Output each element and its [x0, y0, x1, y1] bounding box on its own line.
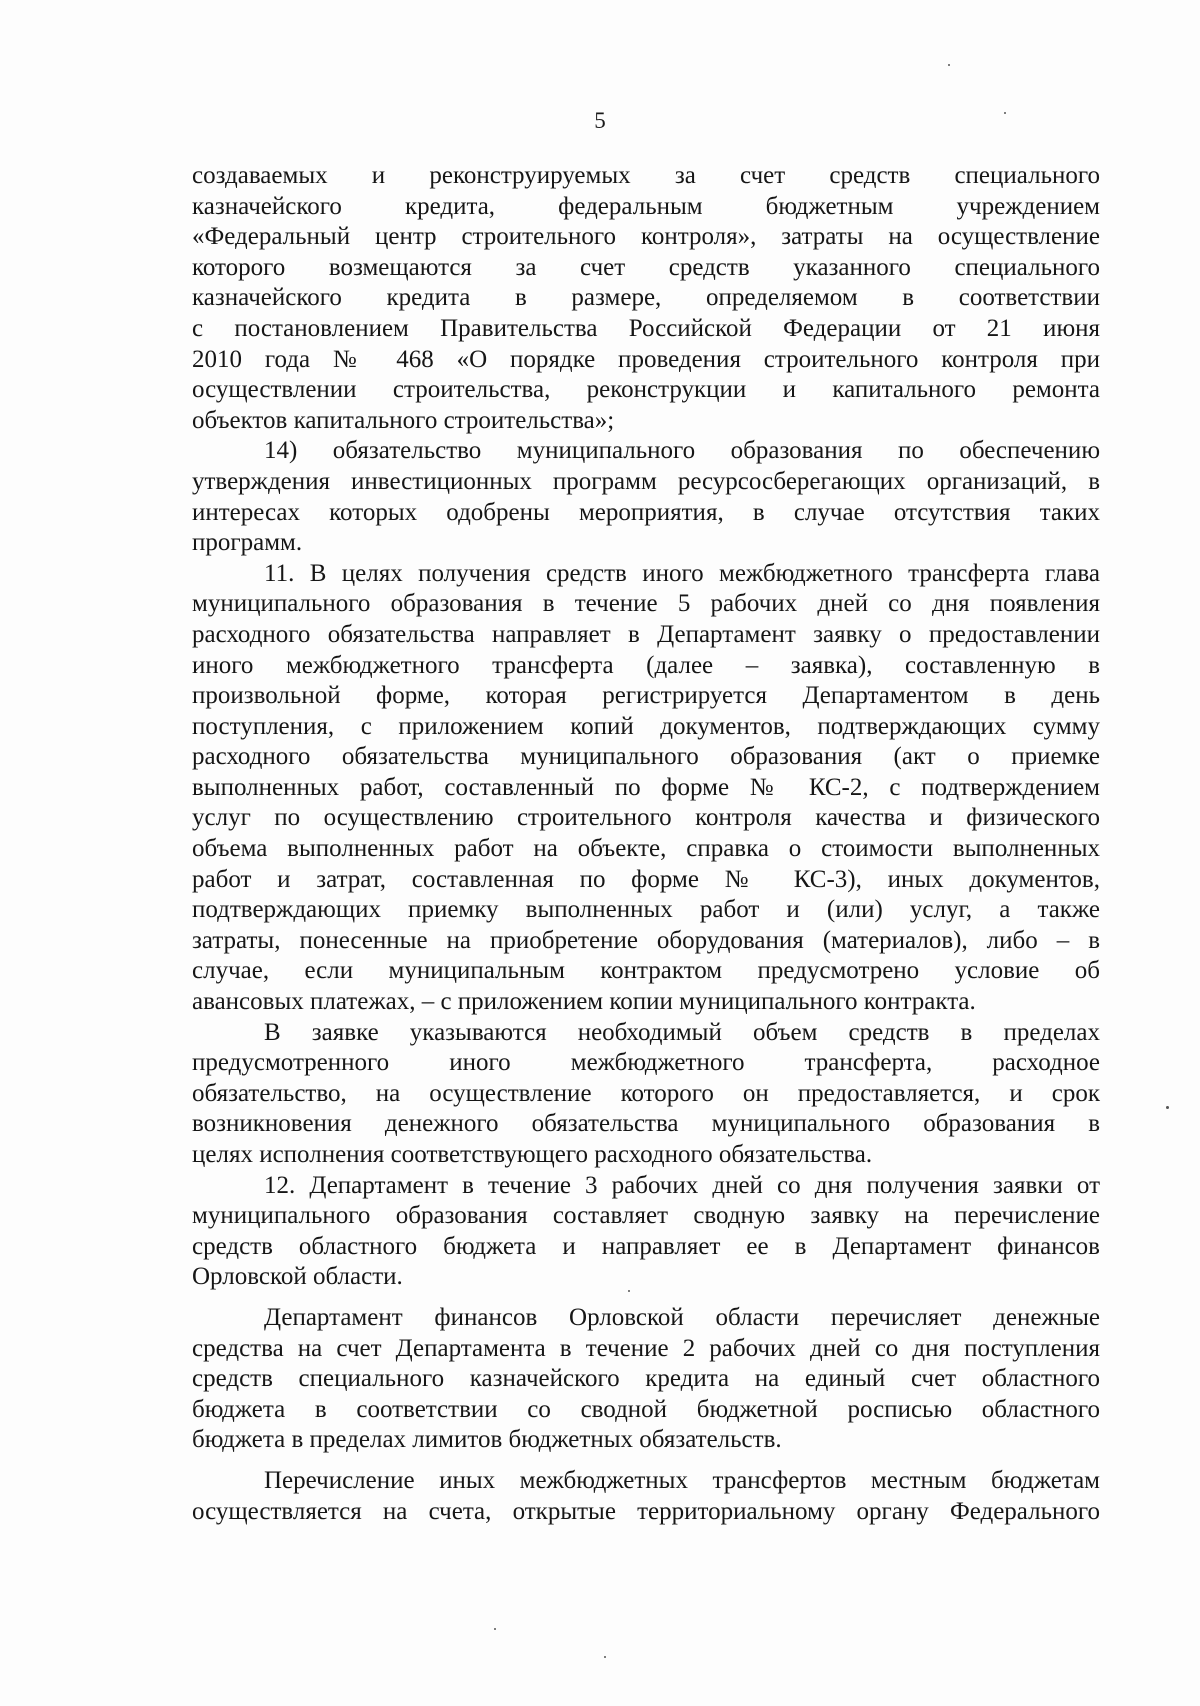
text-line: интересах которых одобрены мероприятия, в случае отсутствия таких: [192, 498, 1100, 526]
scan-speck: [948, 64, 950, 66]
scan-speck: [604, 1656, 606, 1658]
text-line: осуществляется на счета, открытые территориальному органу Федерального: [192, 1497, 1100, 1525]
text-line: произвольной форме, которая регистрируется Департаментом в день: [192, 682, 1100, 710]
text-line: объема выполненных работ на объекте, справка о стоимости выполненных: [192, 835, 1100, 863]
text-line: 2010 года № 468 «О порядке проведения строительного контроля при: [192, 345, 1100, 373]
text-line: Перечисление иных межбюджетных трансфертов местным бюджетам: [264, 1466, 1100, 1494]
page-number: 5: [594, 108, 606, 133]
text-line: иного межбюджетного трансферта (далее – заявка), составленную в: [192, 651, 1100, 679]
text-line: возникновения денежного обязательства муниципального образования в: [192, 1110, 1100, 1138]
text-line: осуществлении строительства, реконструкции и капитального ремонта: [192, 376, 1100, 404]
text-line: авансовых платежах, – с приложением копии муниципального контракта.: [192, 988, 976, 1016]
text-line: объектов капитального строительства»;: [192, 406, 615, 434]
text-line: затраты, понесенные на приобретение оборудования (материалов), либо – в: [192, 926, 1100, 954]
text-line: средств специального казначейского кредита на единый счет областного: [192, 1365, 1100, 1393]
text-line: подтверждающих приемку выполненных работ и (или) услуг, а также: [192, 896, 1100, 924]
text-line: обязательство, на осуществление которого он предоставляется, и срок: [192, 1079, 1100, 1107]
text-line: расходного обязательства направляет в Департамент заявку о предоставлении: [192, 620, 1100, 648]
text-line: Департамент финансов Орловской области перечисляет денежные: [264, 1303, 1100, 1331]
text-line: утверждения инвестиционных программ ресурсосберегающих организаций, в: [192, 467, 1100, 495]
text-line: муниципального образования в течение 5 рабочих дней со дня появления: [192, 590, 1100, 618]
text-line: казначейского кредита, федеральным бюджетным учреждением: [192, 192, 1100, 220]
text-line: средства на счет Департамента в течение 2 рабочих дней со дня поступления: [192, 1334, 1100, 1362]
text-line: «Федеральный центр строительного контроля», затраты на осуществление: [192, 223, 1100, 251]
text-line: бюджета в пределах лимитов бюджетных обязательств.: [192, 1426, 782, 1454]
text-line: работ и затрат, составленная по форме № КС-3), иных документов,: [192, 865, 1100, 893]
text-line: создаваемых и реконструируемых за счет средств специального: [192, 162, 1100, 189]
text-line: казначейского кредита в размере, определяемом в соответствии: [192, 284, 1100, 312]
text-line: 11. В целях получения средств иного межбюджетного трансферта глава: [264, 559, 1100, 587]
text-line: выполненных работ, составленный по форме № КС-2, с подтверждением: [192, 773, 1100, 801]
scan-speck: [1166, 1106, 1169, 1109]
text-line: с постановлением Правительства Российской Федерации от 21 июня: [192, 314, 1100, 342]
scan-speck: [494, 1628, 496, 1630]
text-line: случае, если муниципальным контрактом предусмотрено условие об: [192, 957, 1100, 985]
text-line: расходного обязательства муниципального образования (акт о приемке: [192, 743, 1100, 771]
text-line: 14) обязательство муниципального образования по обеспечению: [264, 437, 1100, 465]
text-line: В заявке указываются необходимый объем средств в пределах: [264, 1018, 1100, 1046]
text-line: средств областного бюджета и направляет ее в Департамент финансов: [192, 1232, 1100, 1260]
text-line: Орловской области.: [192, 1263, 403, 1291]
text-line: 12. Департамент в течение 3 рабочих дней со дня получения заявки от: [264, 1171, 1100, 1199]
scan-speck: [628, 1290, 630, 1292]
text-line: предусмотренного иного межбюджетного трансферта, расходное: [192, 1049, 1100, 1077]
text-line: муниципального образования составляет сводную заявку на перечисление: [192, 1202, 1100, 1230]
text-line: которого возмещаются за счет средств указанного специального: [192, 253, 1100, 281]
document-body: [192, 161, 1100, 1527]
text-line: целях исполнения соответствующего расходного обязательства.: [192, 1141, 873, 1168]
text-line: поступления, с приложением копий документов, подтверждающих сумму: [192, 712, 1100, 740]
text-line: программ.: [192, 529, 303, 557]
scan-speck: [1004, 112, 1006, 114]
text-line: услуг по осуществлению строительного контроля качества и физического: [192, 804, 1100, 832]
text-line: бюджета в соответствии со сводной бюджетной росписью областного: [192, 1395, 1100, 1423]
